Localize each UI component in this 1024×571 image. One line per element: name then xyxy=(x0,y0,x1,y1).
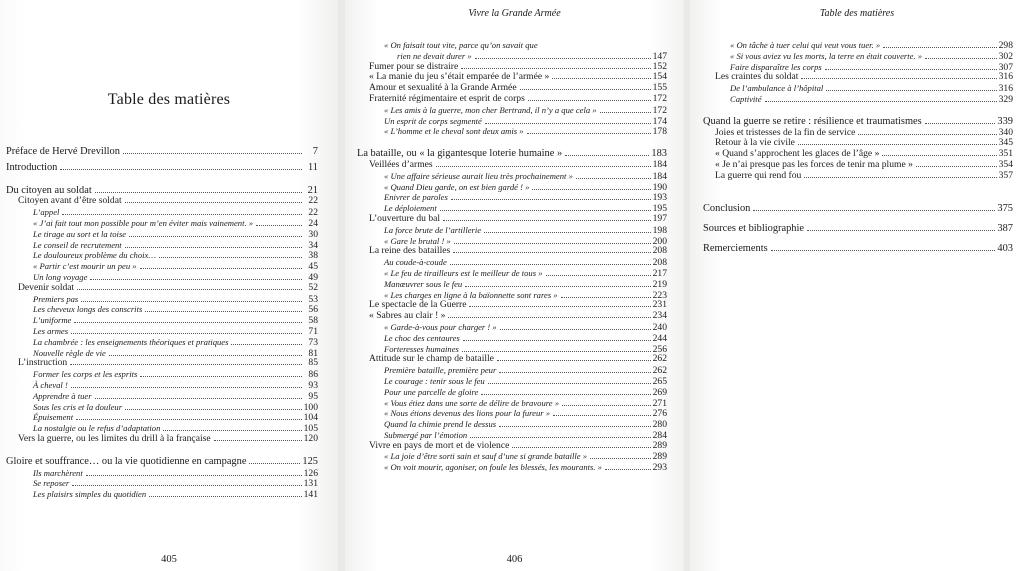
toc-entry: rien ne devait durer » 147 xyxy=(397,50,667,62)
toc-entry: La chambrée : les enseignements théoriques et pratiques 73 xyxy=(33,336,318,348)
toc-entry: « La manie du jeu s’était emparée de l’armée » 154 xyxy=(369,71,667,83)
toc-entry: Épuisement 104 xyxy=(33,412,318,424)
toc-entry: « Le feu de tirailleurs est le meilleur de tous » 217 xyxy=(384,267,667,279)
toc-entry: Pour une parcelle de gloire 269 xyxy=(384,386,667,398)
toc-entry: Quand la guerre se retire : résilience et traumatismes 339 xyxy=(703,115,1013,127)
toc-entry: « Quand s’approchent les glaces de l’âge » 351 xyxy=(715,148,1013,160)
toc-entry: « Les charges en ligne à la baïonnette sont rares » 223 xyxy=(384,289,667,301)
toc-entry: Le courage : tenir sous le feu 265 xyxy=(384,375,667,387)
toc-entry: Sous les cris et la douleur 100 xyxy=(33,401,318,413)
toc-entry: Préface de Hervé Drevillon 7 xyxy=(6,146,318,157)
running-head: Table des matières xyxy=(819,8,895,19)
toc-entry: Un long voyage 49 xyxy=(33,271,318,283)
toc-entry: Le déploiement 195 xyxy=(384,203,667,215)
toc-entry: Forteresses humaines 256 xyxy=(384,343,667,355)
toc-list xyxy=(703,40,1013,259)
toc-entry: Fumer pour se distraire 152 xyxy=(369,60,667,72)
toc-entry: Au coude-à-coude 208 xyxy=(384,257,667,269)
toc-entry: « Je n’ai presque pas les forces de tenir ma plume » 354 xyxy=(715,158,1013,170)
toc-entry: L’ouverture du bal 197 xyxy=(369,212,667,224)
toc-entry: Faire disparaître les corps 307 xyxy=(730,61,1013,73)
toc-entry: Vivre en pays de mort et de violence 289 xyxy=(369,439,667,451)
toc-entry: Enivrer de paroles 193 xyxy=(384,192,667,204)
toc-list xyxy=(6,147,318,500)
toc-entry: « Vous étiez dans une sorte de délire de bravoure » 271 xyxy=(384,397,667,409)
toc-entry: « L’homme et le cheval sont deux amis » 178 xyxy=(384,126,667,138)
toc-entry: Le douloureux problème du choix… 38 xyxy=(33,250,318,262)
toc-entry: De l’ambulance à l’hôpital 316 xyxy=(730,83,1013,95)
toc-entry: Nouvelle règle de vie 81 xyxy=(33,347,318,359)
toc-entry: Vers la guerre, ou les limites du drill à la française 120 xyxy=(18,432,318,444)
toc-entry: Introduction 11 xyxy=(6,161,318,173)
toc-entry: Le choc des centaures 244 xyxy=(384,332,667,344)
toc-entry: « Une affaire sérieuse aurait lieu très prochainement » 184 xyxy=(384,170,667,182)
toc-list xyxy=(357,40,667,473)
toc-entry: Amour et sexualité à la Grande Armée 155 xyxy=(369,82,667,94)
toc-entry: La force brute de l’artillerie 198 xyxy=(384,224,667,236)
toc-entry: L’appel 22 xyxy=(33,207,318,219)
toc-entry: La nostalgie ou le refus d’adaptation 105 xyxy=(33,423,318,435)
toc-entry: Fraternité régimentaire et esprit de corps 172 xyxy=(369,92,667,104)
right-page xyxy=(690,0,1024,571)
toc-entry: Manœuvrer sous le feu 219 xyxy=(384,278,667,290)
toc-entry: La reine des batailles 208 xyxy=(369,245,667,257)
toc-entry: Quand la chimie prend le dessus 280 xyxy=(384,419,667,431)
toc-entry: Former les corps et les esprits 86 xyxy=(33,369,318,381)
left-page xyxy=(0,0,338,571)
toc-entry: « Nous étions devenus des lions pour la fureur » 276 xyxy=(384,408,667,420)
toc-entry: Le conseil de recrutement 34 xyxy=(33,239,318,251)
toc-entry: Captivité 329 xyxy=(730,93,1013,105)
toc-entry: Apprendre à tuer 95 xyxy=(33,390,318,402)
toc-entry: À cheval ! 93 xyxy=(33,379,318,391)
toc-entry: Veillées d’armes 184 xyxy=(369,158,667,170)
toc-entry: Les plaisirs simples du quotidien 141 xyxy=(33,489,318,501)
toc-title: Table des matières xyxy=(107,91,231,108)
toc-entry: Ils marchèrent 126 xyxy=(33,467,318,479)
toc-entry: Le spectacle de la Guerre 231 xyxy=(369,299,667,311)
toc-entry: Le tirage au sort et la toise 30 xyxy=(33,228,318,240)
toc-entry: Retour à la vie civile 345 xyxy=(715,137,1013,149)
toc-entry: « Quand Dieu garde, on est bien gardé ! » 190 xyxy=(384,181,667,193)
toc-entry: L’instruction 85 xyxy=(18,357,318,369)
toc-entry: Un esprit de corps segmenté 174 xyxy=(384,115,667,127)
toc-entry: Attitude sur le champ de bataille 262 xyxy=(369,353,667,365)
toc-entry: Se reposer 131 xyxy=(33,478,318,490)
toc-entry: « On voit mourir, agoniser, on foule les blessés, les mourants. » 293 xyxy=(384,462,667,474)
toc-entry: « J’ai fait tout mon possible pour m’en éviter mais vainement. » 24 xyxy=(33,217,318,229)
toc-entry: « Sabres au clair ! » 234 xyxy=(369,310,667,322)
toc-entry: « Les amis à la guerre, mon cher Bertrand, il n’y a que cela » 172 xyxy=(384,104,667,116)
toc-entry: Les armes 71 xyxy=(33,325,318,337)
toc-entry: Les cheveux longs des conscrits 56 xyxy=(33,304,318,316)
toc-entry: Conclusion 375 xyxy=(703,202,1013,214)
toc-entry: Remerciements 403 xyxy=(703,242,1013,254)
toc-entry: Gloire et souffrance… ou la vie quotidienne en campagne 125 xyxy=(6,455,318,467)
toc-entry: Du citoyen au soldat 21 xyxy=(6,184,318,196)
middle-page xyxy=(345,0,684,571)
toc-entry-first-line: « On faisait tout vite, parce qu’on savait que xyxy=(384,40,538,50)
toc-entry: Premiers pas 53 xyxy=(33,293,318,305)
toc-entry: La guerre qui rend fou 357 xyxy=(715,169,1013,181)
toc-entry: « On tâche à tuer celui qui veut vous tuer. » 298 xyxy=(730,40,1013,51)
toc-entry: Devenir soldat 52 xyxy=(18,281,318,293)
page-number: 405 xyxy=(161,554,177,565)
toc-entry: « Gare le brutal ! » 200 xyxy=(384,235,667,247)
toc-entry: Sources et bibliographie 387 xyxy=(703,222,1013,234)
running-head: Vivre la Grande Armée xyxy=(468,8,561,19)
toc-entry: « Garde-à-vous pour charger ! » 240 xyxy=(384,321,667,333)
toc-entry: « Si vous aviez vu les morts, la terre en était couverte. » 302 xyxy=(730,50,1013,62)
toc-entry: « La joie d’être sorti sain et sauf d’une si grande bataille » 289 xyxy=(384,451,667,463)
toc-entry: L’uniforme 58 xyxy=(33,315,318,327)
toc-entry: Submergé par l’émotion 284 xyxy=(384,429,667,441)
page-number: 406 xyxy=(506,554,523,565)
toc-entry: « Partir c’est mourir un peu » 45 xyxy=(33,261,318,273)
toc-entry: Citoyen avant d’être soldat 22 xyxy=(18,195,318,207)
toc-entry: Joies et tristesses de la fin de service 340 xyxy=(715,126,1013,138)
toc-entry: Les craintes du soldat 316 xyxy=(715,71,1013,83)
toc-entry: La bataille, ou « la gigantesque loterie humaine » 183 xyxy=(357,148,667,160)
toc-entry: Première bataille, première peur 262 xyxy=(384,365,667,377)
